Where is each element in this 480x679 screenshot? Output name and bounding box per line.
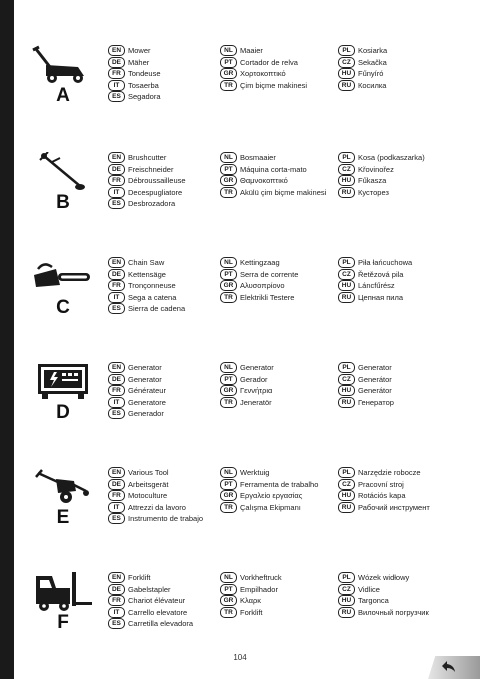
term: Mower bbox=[128, 46, 151, 55]
term: Sekačka bbox=[358, 57, 387, 67]
term: Narzędzie robocze bbox=[358, 468, 421, 477]
term: Serra de corrente bbox=[240, 269, 299, 279]
term: Láncfűrész bbox=[358, 281, 395, 290]
term: Forklift bbox=[240, 607, 263, 617]
section-letter: A bbox=[56, 85, 70, 106]
back-arrow-icon bbox=[441, 660, 457, 674]
term: Forklift bbox=[128, 573, 151, 582]
term: Segadora bbox=[128, 92, 161, 101]
language-code: PL bbox=[338, 467, 355, 478]
language-code: ES bbox=[108, 618, 125, 629]
term: Generator bbox=[358, 363, 392, 372]
language-code: NL bbox=[220, 362, 237, 373]
section-letter: C bbox=[56, 297, 70, 318]
term: Fűkasza bbox=[358, 176, 387, 185]
back-button[interactable] bbox=[428, 656, 480, 679]
language-code: EN bbox=[108, 467, 125, 478]
language-code: DE bbox=[108, 584, 125, 595]
language-code: PL bbox=[338, 45, 355, 56]
language-code: FR bbox=[108, 385, 125, 396]
term: Fűnyíró bbox=[358, 69, 384, 78]
term: Carretilla elevadora bbox=[128, 619, 194, 628]
generator-icon bbox=[30, 362, 96, 402]
language-code: EN bbox=[108, 152, 125, 163]
term: Débroussailleuse bbox=[128, 176, 186, 185]
language-code: ES bbox=[108, 408, 125, 419]
term: Werktuig bbox=[240, 468, 270, 477]
lawn-mower-icon bbox=[30, 45, 96, 85]
section-f bbox=[30, 572, 470, 652]
language-code: HU bbox=[338, 385, 355, 396]
column-group-3 bbox=[338, 152, 425, 198]
term: Desbrozadora bbox=[128, 199, 176, 208]
language-code: TR bbox=[220, 187, 237, 198]
language-code: PL bbox=[338, 572, 355, 583]
language-code: PT bbox=[220, 374, 237, 385]
term: Piła łańcuchowa bbox=[358, 258, 413, 267]
language-code: GR bbox=[220, 385, 237, 396]
column-group-1 bbox=[108, 362, 166, 420]
language-code: EN bbox=[108, 45, 125, 56]
term: Generátor bbox=[358, 386, 392, 395]
term: Kettensäge bbox=[128, 269, 166, 279]
term: Generátor bbox=[358, 374, 392, 384]
term: Various Tool bbox=[128, 468, 169, 477]
language-code: IT bbox=[108, 502, 125, 513]
term: Κλαρκ bbox=[240, 596, 261, 605]
language-code: NL bbox=[220, 257, 237, 268]
language-code: NL bbox=[220, 45, 237, 56]
term: Generatore bbox=[128, 397, 166, 407]
term: Gerador bbox=[240, 374, 268, 384]
column-group-1 bbox=[108, 45, 161, 103]
language-code: GR bbox=[220, 175, 237, 186]
language-code: EN bbox=[108, 362, 125, 373]
term: Рабочий инструмент bbox=[358, 502, 430, 512]
language-code: GR bbox=[220, 490, 237, 501]
term: Empilhador bbox=[240, 584, 278, 594]
term: Targonca bbox=[358, 596, 389, 605]
term: Generator bbox=[128, 374, 162, 384]
column-group-3 bbox=[338, 362, 394, 408]
language-code: RU bbox=[338, 607, 355, 618]
page-number: 104 bbox=[233, 653, 247, 662]
column-group-3 bbox=[338, 572, 429, 618]
term: Rotációs kapa bbox=[358, 491, 406, 500]
language-code: CZ bbox=[338, 57, 355, 68]
column-group-2 bbox=[220, 362, 274, 408]
language-code: PT bbox=[220, 584, 237, 595]
column-group-2 bbox=[220, 257, 298, 303]
column-group-1 bbox=[108, 152, 186, 210]
forklift-icon bbox=[30, 572, 96, 612]
term: Vorkheftruck bbox=[240, 573, 282, 582]
column-group-2 bbox=[220, 572, 282, 618]
term: Křovinořez bbox=[358, 164, 394, 174]
term: Maaier bbox=[240, 46, 263, 55]
language-code: PL bbox=[338, 152, 355, 163]
section-letter: D bbox=[56, 402, 70, 423]
language-code: PT bbox=[220, 479, 237, 490]
term: Gabelstapler bbox=[128, 584, 171, 594]
term: Cortador de relva bbox=[240, 57, 298, 67]
term: Χορτοκοπτικό bbox=[240, 69, 286, 78]
term: Цепная пила bbox=[358, 292, 404, 302]
language-code: CZ bbox=[338, 164, 355, 175]
term: Θαμνοκοπτικό bbox=[240, 176, 288, 185]
language-code: ES bbox=[108, 91, 125, 102]
language-code: FR bbox=[108, 595, 125, 606]
language-code: HU bbox=[338, 280, 355, 291]
language-code: TR bbox=[220, 80, 237, 91]
language-code: CZ bbox=[338, 584, 355, 595]
term: Tosaerba bbox=[128, 80, 159, 90]
column-group-1 bbox=[108, 467, 203, 525]
term: Косилка bbox=[358, 80, 387, 90]
language-code: DE bbox=[108, 479, 125, 490]
term: Çalışma Ekipmanı bbox=[240, 502, 301, 512]
term: Kosa (podkaszarka) bbox=[358, 153, 425, 162]
term: Kettingzaag bbox=[240, 258, 280, 267]
term: Jeneratör bbox=[240, 397, 272, 407]
term: Кусторез bbox=[358, 187, 389, 197]
term: Générateur bbox=[128, 386, 166, 395]
language-code: RU bbox=[338, 502, 355, 513]
language-code: ES bbox=[108, 303, 125, 314]
language-code: IT bbox=[108, 397, 125, 408]
term: Freischneider bbox=[128, 164, 174, 174]
term: Máquina corta-mato bbox=[240, 164, 307, 174]
term: Tronçonneuse bbox=[128, 281, 176, 290]
term: Kosiarka bbox=[358, 46, 388, 55]
language-code: PT bbox=[220, 269, 237, 280]
tiller-icon bbox=[30, 467, 96, 507]
term: Attrezzi da lavoro bbox=[128, 502, 186, 512]
term: Tondeuse bbox=[128, 69, 161, 78]
left-margin-bar bbox=[0, 0, 14, 679]
term: Vidlice bbox=[358, 584, 380, 594]
section-letter: B bbox=[56, 192, 70, 213]
term: Elektrikli Testere bbox=[240, 292, 295, 302]
term: Chain Saw bbox=[128, 258, 165, 267]
term: Motoculture bbox=[128, 491, 168, 500]
term: Εργαλείο εργασίας bbox=[240, 491, 303, 500]
language-code: IT bbox=[108, 607, 125, 618]
language-code: GR bbox=[220, 280, 237, 291]
term: Carrello elevatore bbox=[128, 607, 188, 617]
language-code: TR bbox=[220, 607, 237, 618]
language-code: GR bbox=[220, 595, 237, 606]
language-code: DE bbox=[108, 57, 125, 68]
term: Mäher bbox=[128, 57, 150, 67]
language-code: IT bbox=[108, 292, 125, 303]
language-code: TR bbox=[220, 292, 237, 303]
language-code: CZ bbox=[338, 479, 355, 490]
term: Brushcutter bbox=[128, 153, 167, 162]
term: Chariot élévateur bbox=[128, 596, 186, 605]
language-code: IT bbox=[108, 187, 125, 198]
language-code: RU bbox=[338, 80, 355, 91]
column-group-3 bbox=[338, 467, 430, 513]
section-letter: E bbox=[56, 507, 70, 528]
term: Instrumento de trabajo bbox=[128, 514, 204, 523]
term: Çim biçme makinesi bbox=[240, 80, 308, 90]
column-group-3 bbox=[338, 257, 412, 303]
language-code: NL bbox=[220, 152, 237, 163]
term: Sega a catena bbox=[128, 292, 177, 302]
term: Generator bbox=[240, 363, 274, 372]
section-e bbox=[30, 467, 470, 547]
column-group-3 bbox=[338, 45, 387, 91]
section-c bbox=[30, 257, 470, 337]
term: Αλυσοπρίονο bbox=[240, 281, 285, 290]
language-code: NL bbox=[220, 572, 237, 583]
section-a bbox=[30, 45, 470, 125]
language-code: EN bbox=[108, 257, 125, 268]
language-code: IT bbox=[108, 80, 125, 91]
language-code: TR bbox=[220, 502, 237, 513]
language-code: RU bbox=[338, 292, 355, 303]
language-code: FR bbox=[108, 68, 125, 79]
term: Вилочный погрузчик bbox=[358, 607, 429, 617]
language-code: FR bbox=[108, 490, 125, 501]
language-code: PL bbox=[338, 362, 355, 373]
term: Řetězová pila bbox=[358, 269, 404, 279]
section-b bbox=[30, 152, 470, 232]
language-code: PL bbox=[338, 257, 355, 268]
term: Γεννήτρια bbox=[240, 386, 273, 395]
term: Generador bbox=[128, 409, 164, 418]
term: Pracovní stroj bbox=[358, 479, 404, 489]
language-code: ES bbox=[108, 198, 125, 209]
language-code: EN bbox=[108, 572, 125, 583]
language-code: DE bbox=[108, 269, 125, 280]
language-code: HU bbox=[338, 595, 355, 606]
column-group-1 bbox=[108, 257, 185, 315]
section-d bbox=[30, 362, 470, 442]
term: Wózek widłowy bbox=[358, 573, 410, 582]
term: Akülü çim biçme makinesi bbox=[240, 187, 327, 197]
language-code: DE bbox=[108, 374, 125, 385]
term: Arbeitsgerät bbox=[128, 479, 169, 489]
language-code: RU bbox=[338, 397, 355, 408]
column-group-2 bbox=[220, 45, 307, 91]
language-code: HU bbox=[338, 175, 355, 186]
language-code: ES bbox=[108, 513, 125, 524]
language-code: HU bbox=[338, 490, 355, 501]
language-code: NL bbox=[220, 467, 237, 478]
language-code: HU bbox=[338, 68, 355, 79]
term: Bosmaaier bbox=[240, 153, 276, 162]
term: Decespugliatore bbox=[128, 187, 183, 197]
term: Generator bbox=[128, 363, 162, 372]
section-letter: F bbox=[57, 612, 69, 633]
term: Sierra de cadena bbox=[128, 304, 186, 313]
chainsaw-icon bbox=[30, 257, 96, 297]
language-code: PT bbox=[220, 164, 237, 175]
language-code: RU bbox=[338, 187, 355, 198]
column-group-1 bbox=[108, 572, 193, 630]
language-code: TR bbox=[220, 397, 237, 408]
column-group-2 bbox=[220, 152, 326, 198]
language-code: PT bbox=[220, 57, 237, 68]
language-code: CZ bbox=[338, 374, 355, 385]
language-code: DE bbox=[108, 164, 125, 175]
language-code: FR bbox=[108, 175, 125, 186]
language-code: FR bbox=[108, 280, 125, 291]
column-group-2 bbox=[220, 467, 318, 513]
term: Ferramenta de trabalho bbox=[240, 479, 319, 489]
brushcutter-icon bbox=[30, 152, 96, 192]
language-code: GR bbox=[220, 68, 237, 79]
term: Генератор bbox=[358, 397, 394, 407]
language-code: CZ bbox=[338, 269, 355, 280]
